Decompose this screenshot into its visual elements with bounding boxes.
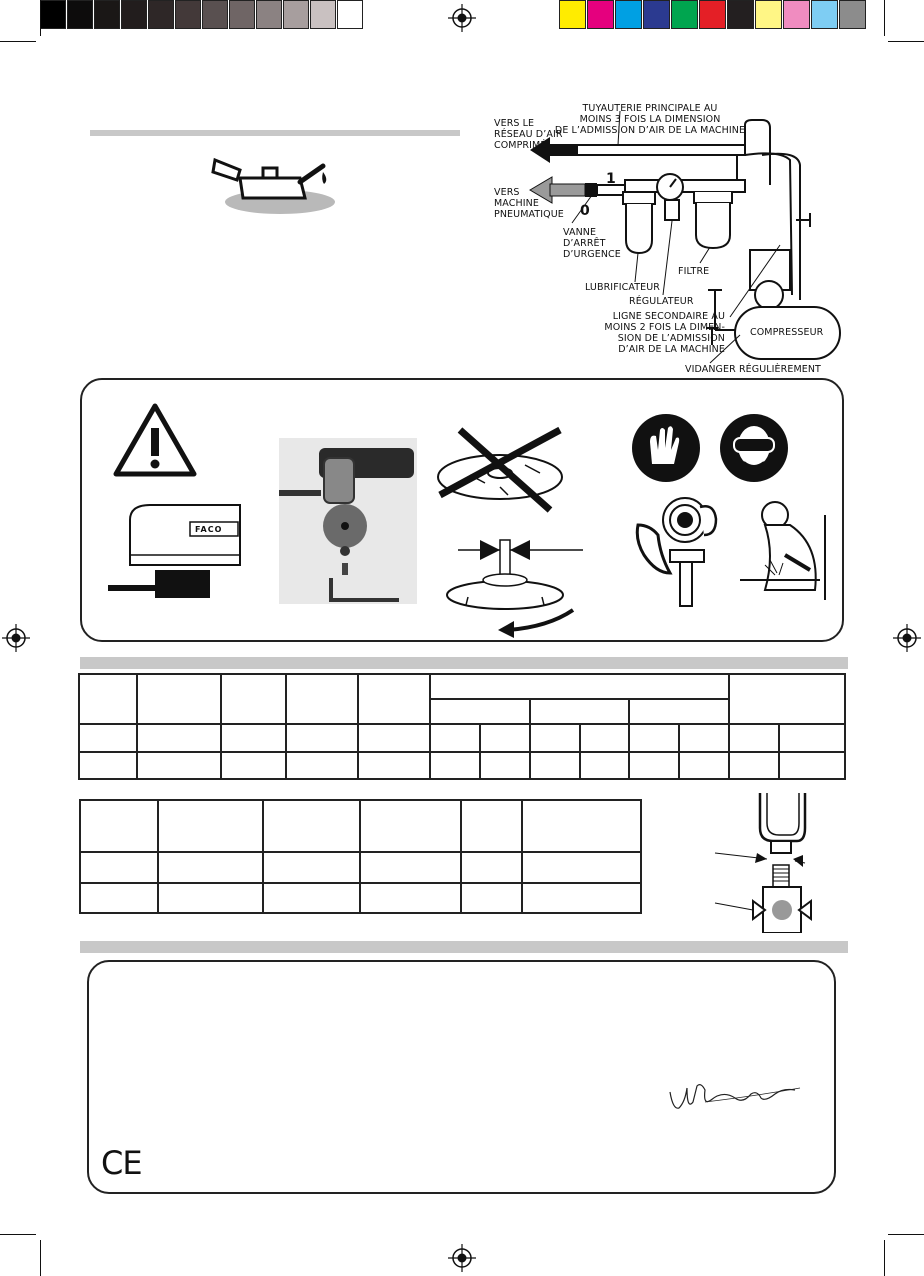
table2-cell [461,883,523,913]
table2-cell [263,852,360,882]
color-swatch [175,0,201,29]
table1-cell [580,724,630,751]
table1-cell [679,724,729,751]
spec-table-2 [79,799,642,914]
table1-cell [729,752,779,779]
crop-mark [0,1234,36,1235]
table2-header-cell [461,800,523,852]
color-swatch [559,0,586,29]
table2-header-cell [360,800,461,852]
color-swatch [121,0,147,29]
table1-cell [580,752,630,779]
declaration-box [87,960,836,1194]
registration-mark-right-icon [892,623,922,653]
color-swatch [727,0,754,29]
table2-cell [522,883,641,913]
label-lubrificateur: LUBRIFICATEUR [585,282,661,293]
table1-cell [679,752,729,779]
label-filtre: FILTRE [678,266,710,277]
tool-assembly-photo [279,438,417,604]
table1-cell [779,724,845,751]
table1-subheader-cell [530,699,630,724]
table2-cell [263,883,360,913]
signature [665,1080,805,1115]
table1-subheader-cell [629,699,729,724]
label-vidanger: VIDANGER RÉGULIÈREMENT [685,364,821,375]
air-inlet-fitting-diagram [705,793,815,933]
table2-header-cell [263,800,360,852]
table1-header-cell [729,674,845,724]
section-rule [80,657,848,669]
disc-mounting-icon [438,535,588,640]
table1-cell [480,752,530,779]
color-swatch [839,0,866,29]
table1-cell [358,752,430,779]
table1-header-cell [221,674,287,724]
table1-cell [779,752,845,779]
crop-mark [40,0,41,36]
warning-triangle-icon [110,400,200,480]
process-color-strip [559,0,869,29]
table2-header-cell [80,800,158,852]
color-swatch [283,0,309,29]
crop-mark [40,1240,41,1276]
table-row [80,883,641,913]
table2-cell [360,852,461,882]
table1-cell [430,752,480,779]
registration-mark-left-icon [1,623,31,653]
section-rule [90,130,460,136]
registration-mark-top-icon [447,3,477,33]
table2-cell [158,883,264,913]
table-row [79,724,845,751]
label-vers-reseau: VERS LE RÉSEAU D’AIR COMPRIMÉ [494,118,563,151]
table1-cell [480,724,530,751]
crop-mark [0,41,36,42]
table2-cell [522,852,641,882]
rotation-arrow-icon [508,610,573,630]
color-swatch [202,0,228,29]
color-swatch [229,0,255,29]
valve-position-0: 0 [580,203,590,219]
color-swatch [811,0,838,29]
color-swatch [67,0,93,29]
table1-cell [430,724,480,751]
color-swatch [615,0,642,29]
gray-color-strip [40,0,364,29]
grinding-worker-icon [735,495,835,605]
table2-cell [80,883,158,913]
label-compresseur: COMPRESSEUR [750,327,824,338]
oil-can-icon [205,150,355,220]
table1-cell [79,724,137,751]
table2-cell [461,852,523,882]
gloves-icon [630,412,702,484]
table2-header-cell [522,800,641,852]
color-swatch [337,0,363,29]
label-regulateur: RÉGULATEUR [629,296,694,307]
table1-cell [729,724,779,751]
table1-cell [137,752,221,779]
table-row [80,852,641,882]
hearing-protection-icon [630,495,730,610]
color-swatch [671,0,698,29]
table1-cell [530,752,580,779]
color-swatch [755,0,782,29]
brand-logo: FACO [195,525,223,534]
valve-position-1: 1 [606,171,616,187]
spec-table-1 [78,673,846,780]
table1-cell [286,724,358,751]
section-rule [80,941,848,953]
tool-side-view [100,500,250,600]
table1-header-cell [79,674,137,724]
label-ligne-secondaire: LIGNE SECONDAIRE AU MOINS 2 FOIS LA DIMEN- SION DE L’ADMISSION D’AIR DE LA MACHINE [604,311,725,355]
color-swatch [783,0,810,29]
label-vers-machine: VERS MACHINE PNEUMATIQUE [494,187,564,220]
table1-header-cell [430,674,729,699]
table2-header-cell [158,800,264,852]
table1-cell [358,724,430,751]
table1-cell [629,752,679,779]
table1-subheader-cell [430,699,530,724]
table1-cell [79,752,137,779]
color-swatch [310,0,336,29]
goggles-icon [718,412,790,484]
table2-cell [80,852,158,882]
table1-header-cell [358,674,430,724]
table1-cell [286,752,358,779]
table-row [79,752,845,779]
table2-cell [158,852,264,882]
color-swatch [94,0,120,29]
crop-mark [884,1240,885,1276]
table1-cell [629,724,679,751]
color-swatch [587,0,614,29]
crop-mark [888,41,924,42]
color-swatch [256,0,282,29]
table1-cell [221,724,287,751]
color-swatch [643,0,670,29]
table1-cell [137,724,221,751]
crop-mark [888,1234,924,1235]
table1-header-cell [286,674,358,724]
table1-cell [221,752,287,779]
no-cracked-disc-icon [430,425,570,515]
label-vanne: VANNE D’ARRÊT D’URGENCE [563,227,621,260]
table1-cell [530,724,580,751]
label-tuyauterie: TUYAUTERIE PRINCIPALE AU MOINS 3 FOIS LA DIMENSION DE L’ADMISSION D’AIR DE LA MACHINE [554,103,746,136]
color-swatch [699,0,726,29]
ce-mark: CE [101,1144,142,1182]
color-swatch [148,0,174,29]
color-swatch [40,0,66,29]
crop-mark [884,0,885,36]
registration-mark-bottom-icon [447,1243,477,1273]
table1-header-cell [137,674,221,724]
table2-cell [360,883,461,913]
